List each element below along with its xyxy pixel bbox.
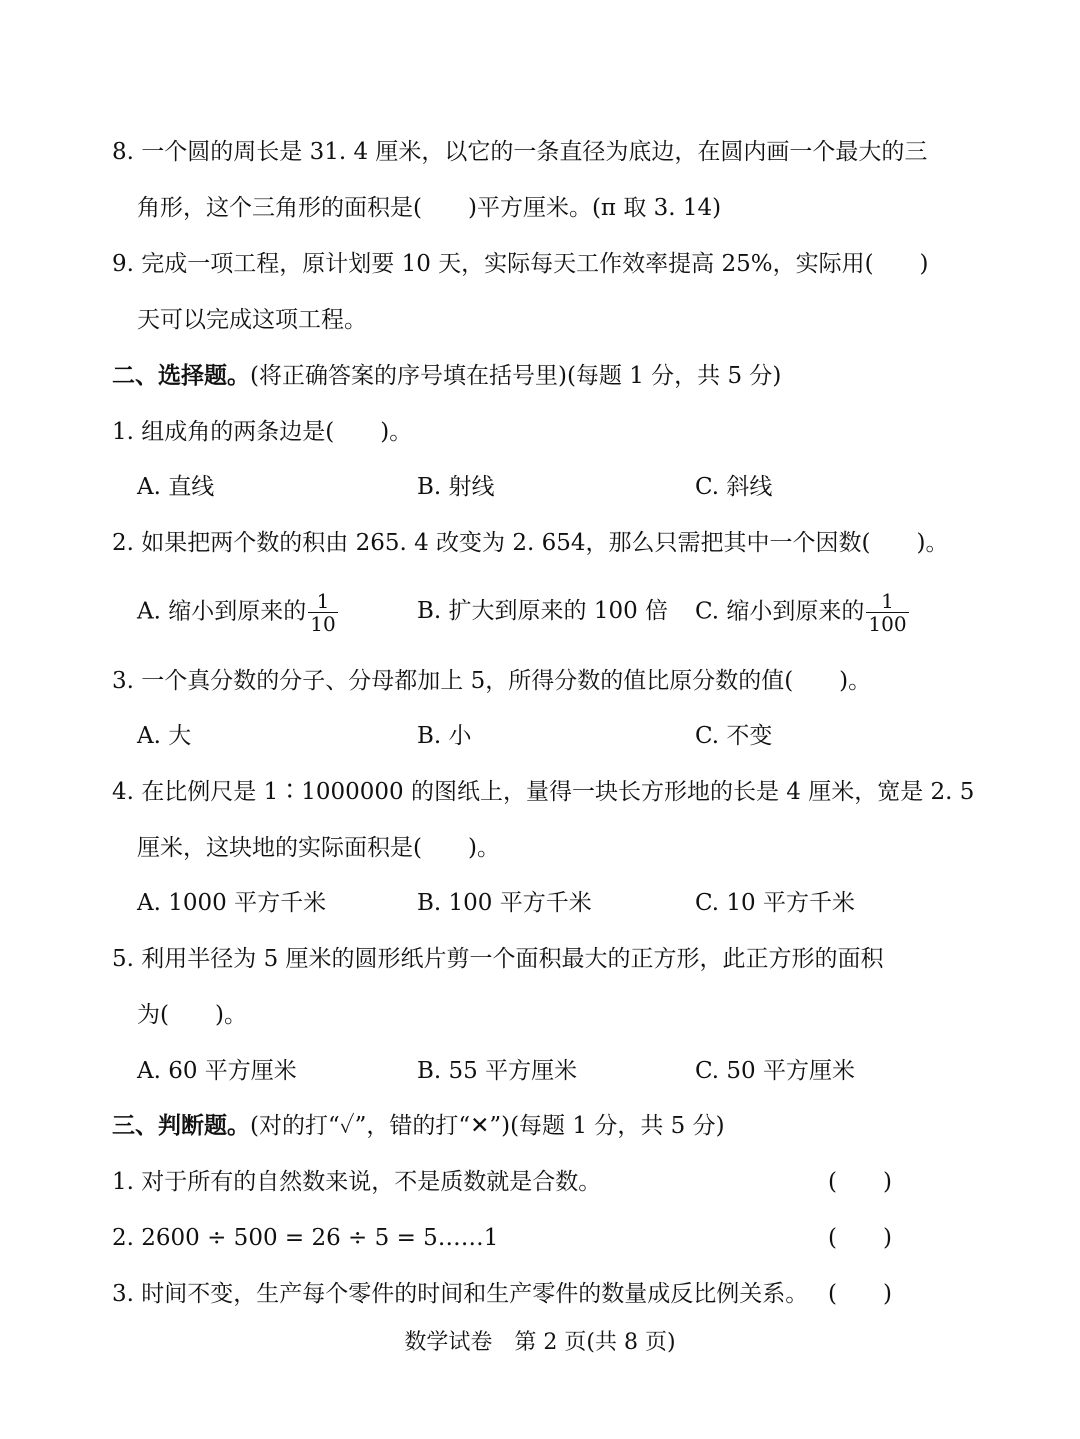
page-footer: 数学试卷 第 2 页(共 8 页) — [404, 1330, 676, 1355]
choice-4-stem: 4. 在比例尺是 1∶1000000 的图纸上，量得一块长方形地的长是 4 厘米，宽是 2. 5 — [112, 779, 975, 805]
judge-2-text: 2. 2600 ÷ 500 = 26 ÷ 5 = 5……1 — [112, 1225, 499, 1251]
choice-5-option-b: B. 55 平方厘米 — [417, 1058, 578, 1084]
choice-2-option-c-text: C. 缩小到原来的 — [695, 598, 865, 625]
choice-1-option-a: A. 直线 — [137, 474, 215, 500]
choice-2-option-a-text: A. 缩小到原来的 — [137, 598, 307, 625]
judge-3-text: 3. 时间不变，生产每个零件的时间和生产零件的数量成反比例关系。 — [112, 1281, 809, 1307]
question-8-line1: 8. 一个圆的周长是 31. 4 厘米，以它的一条直径为底边，在圆内画一个最大的三 — [112, 139, 928, 165]
fraction-numerator: 1 — [866, 590, 908, 613]
choice-2-option-a — [137, 590, 338, 635]
choice-5-stem: 5. 利用半径为 5 厘米的圆形纸片剪一个面积最大的正方形，此正方形的面积 — [112, 946, 884, 972]
section-3-heading — [112, 1111, 725, 1141]
choice-4-option-c: C. 10 平方千米 — [695, 890, 855, 916]
judge-1-text: 1. 对于所有的自然数来说，不是质数就是合数。 — [112, 1169, 602, 1195]
choice-3-option-b: B. 小 — [417, 723, 472, 749]
choice-5-option-a: A. 60 平方厘米 — [137, 1058, 297, 1084]
choice-3-stem: 3. 一个真分数的分子、分母都加上 5，所得分数的值比原分数的值( )。 — [112, 668, 872, 694]
fraction-denominator: 100 — [868, 612, 907, 636]
section-2-instructions: (将正确答案的序号填在括号里)(每题 1 分，共 5 分) — [250, 363, 782, 389]
section-3-title: 三、判断题。 — [112, 1112, 250, 1139]
choice-5-option-c: C. 50 平方厘米 — [695, 1058, 855, 1084]
judge-1-answer-bracket[interactable]: ( ) — [828, 1169, 892, 1195]
choice-2-stem: 2. 如果把两个数的积由 265. 4 改变为 2. 654，那么只需把其中一个因数( )。 — [112, 530, 949, 556]
choice-1-option-c: C. 斜线 — [695, 474, 773, 500]
choice-1-option-b: B. 射线 — [417, 474, 495, 500]
choice-1-stem: 1. 组成角的两条边是( )。 — [112, 419, 413, 445]
fraction-numerator: 1 — [308, 590, 337, 613]
choice-4-option-b: B. 100 平方千米 — [417, 890, 592, 916]
choice-5-stem-line2: 为( )。 — [137, 1002, 247, 1028]
fraction-1-100 — [866, 590, 908, 635]
fraction-1-10 — [308, 590, 337, 635]
question-8-line2: 角形，这个三角形的面积是( )平方厘米。(π 取 3. 14) — [137, 195, 722, 221]
choice-2-option-c — [695, 590, 909, 635]
question-9-line2: 天可以完成这项工程。 — [137, 307, 367, 333]
choice-4-option-a: A. 1000 平方千米 — [137, 890, 327, 916]
choice-2-option-b: B. 扩大到原来的 100 倍 — [417, 598, 669, 624]
choice-4-stem-line2: 厘米，这块地的实际面积是( )。 — [137, 835, 500, 861]
choice-3-option-a: A. 大 — [137, 723, 192, 749]
section-2-title: 二、选择题。 — [112, 362, 250, 389]
judge-2-answer-bracket[interactable]: ( ) — [828, 1225, 892, 1251]
choice-3-option-c: C. 不变 — [695, 723, 773, 749]
judge-3-answer-bracket[interactable]: ( ) — [828, 1281, 892, 1307]
section-2-heading — [112, 361, 781, 391]
question-9-line1: 9. 完成一项工程，原计划要 10 天，实际每天工作效率提高 25%，实际用( ) — [112, 251, 929, 277]
fraction-denominator: 10 — [310, 612, 336, 636]
section-3-instructions: (对的打“✓”，错的打“✕”)(每题 1 分，共 5 分) — [250, 1113, 725, 1139]
